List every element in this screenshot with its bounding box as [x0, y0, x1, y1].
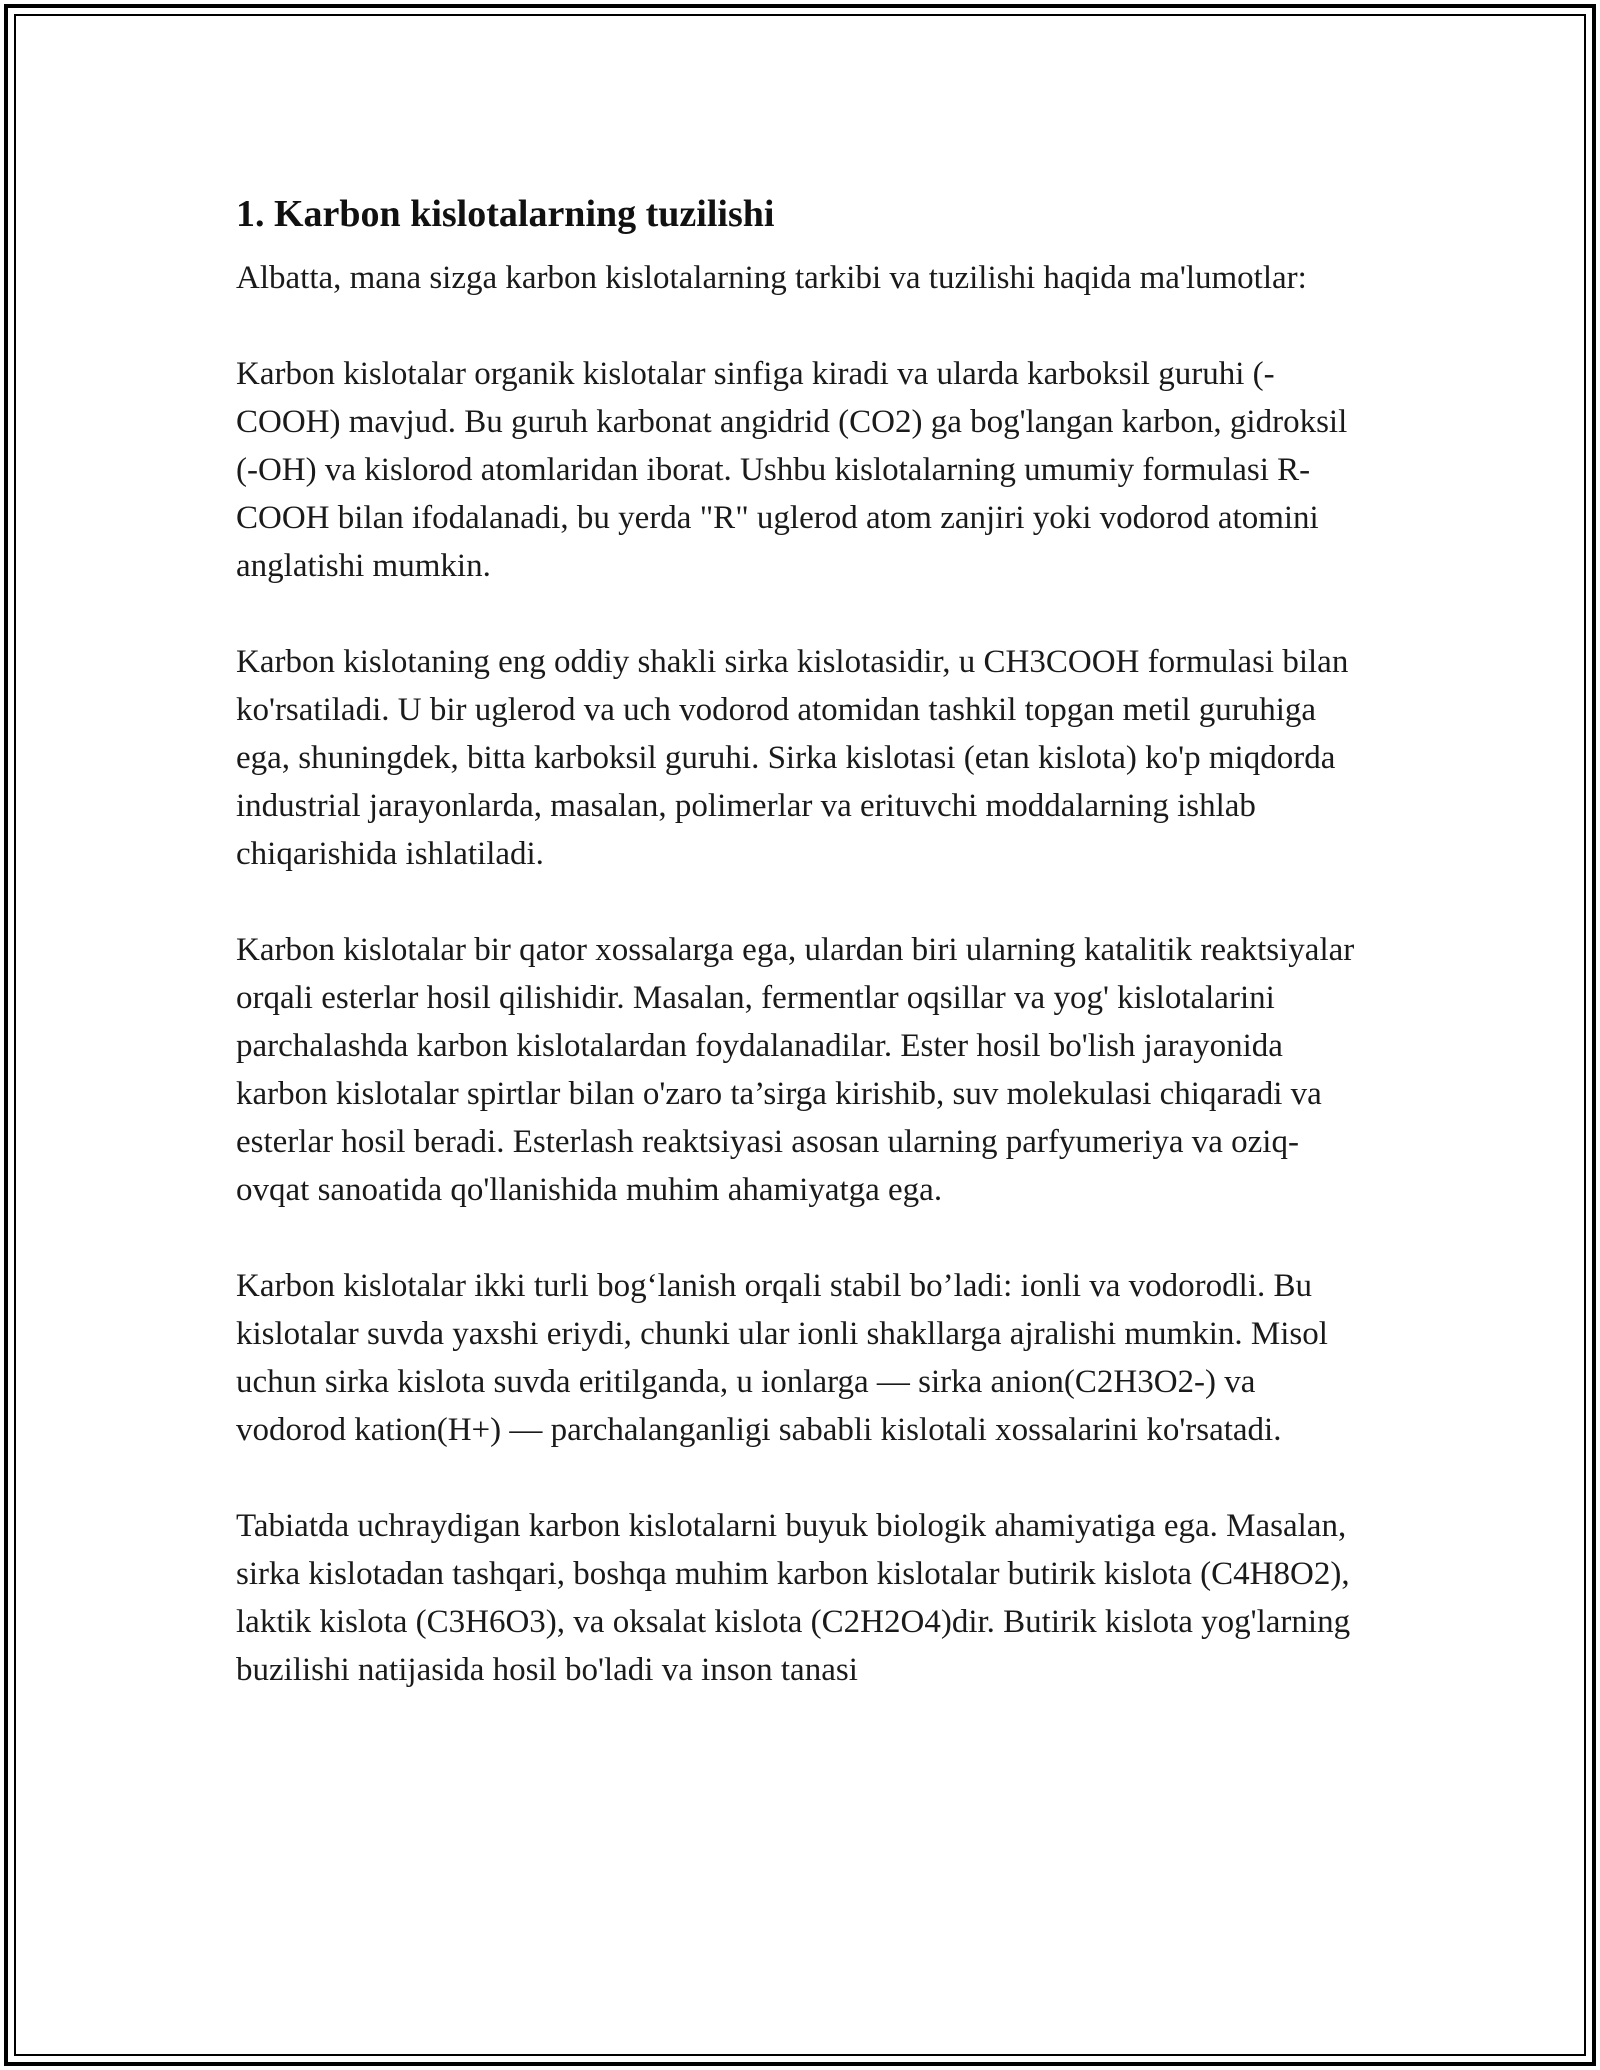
document-body — [236, 188, 1366, 1694]
paragraph-esters: Karbon kislotalar bir qator xossalarga ega, ulardan biri ularning katalitik reaktsiyalar orqali esterlar hosil qilishidir. Masalan, fermentlar oqsillar va yog' kislotalarini parchalashda karbon kislotalardan foydalanadilar. Ester hosil bo'lish jarayonida karbon kislotalar spirtlar bilan o'zaro ta’sirga kirishib, suv molekulasi chiqaradi va esterlar hosil beradi. Esterlash reaktsiyasi asosan ularning parfyumeriya va oziq-ovqat sanoatida qo'llanishida muhim ahamiyatga ega. — [236, 932, 1355, 1208]
paragraph-structure: Karbon kislotalar organik kislotalar sinfiga kiradi va ularda karboksil guruhi (-COOH) mavjud. Bu guruh karbonat angidrid (CO2) ga bog'langan karbon, gidroksil (-OH) va kislorod atomlaridan iborat. Ushbu kislotalarning umumiy formulasi R-COOH bilan ifodalanadi, bu yerda "R" uglerod atom zanjiri yoki vodorod atomini anglatishi mumkin. — [236, 356, 1348, 584]
paragraph-acetic-acid: Karbon kislotaning eng oddiy shakli sirka kislotasidir, u CH3COOH formulasi bilan ko'rsatiladi. U bir uglerod va uch vodorod atomidan tashkil topgan metil guruhiga ega, shuningdek, bitta karboksil guruhi. Sirka kislotasi (etan kislota) ko'p miqdorda industrial jarayonlarda, masalan, polimerlar va erituvchi moddalarning ishlab chiqarishida ishlatiladi. — [236, 644, 1349, 872]
paragraph-nature: Tabiatda uchraydigan karbon kislotalarni buyuk biologik ahamiyatiga ega. Masalan, sirka kislotadan tashqari, boshqa muhim karbon kislotalar butirik kislota (C4H8O2), laktik kislota (C3H6O3), va oksalat kislota (C2H2O4)dir. Butirik kislota yog'larning buzilishi natijasida hosil bo'ladi va inson tanasi — [236, 1508, 1351, 1688]
section-heading: 1. Karbon kislotalarning tuzilishi — [236, 193, 775, 235]
intro-paragraph: Albatta, mana sizga karbon kislotalarning tarkibi va tuzilishi haqida ma'lumotlar: — [236, 260, 1307, 296]
paragraph-bonding: Karbon kislotalar ikki turli bog‘lanish orqali stabil bo’ladi: ionli va vodorodli. Bu kislotalar suvda yaxshi eriydi, chunki ular ionli shakllarga ajralishi mumkin. Misol uchun sirka kislota suvda eritilganda, u ionlarga — sirka anion(C2H3O2-) va vodorod kation(H+) — parchalanganligi sababli kislotali xossalarini ko'rsatadi. — [236, 1268, 1328, 1448]
